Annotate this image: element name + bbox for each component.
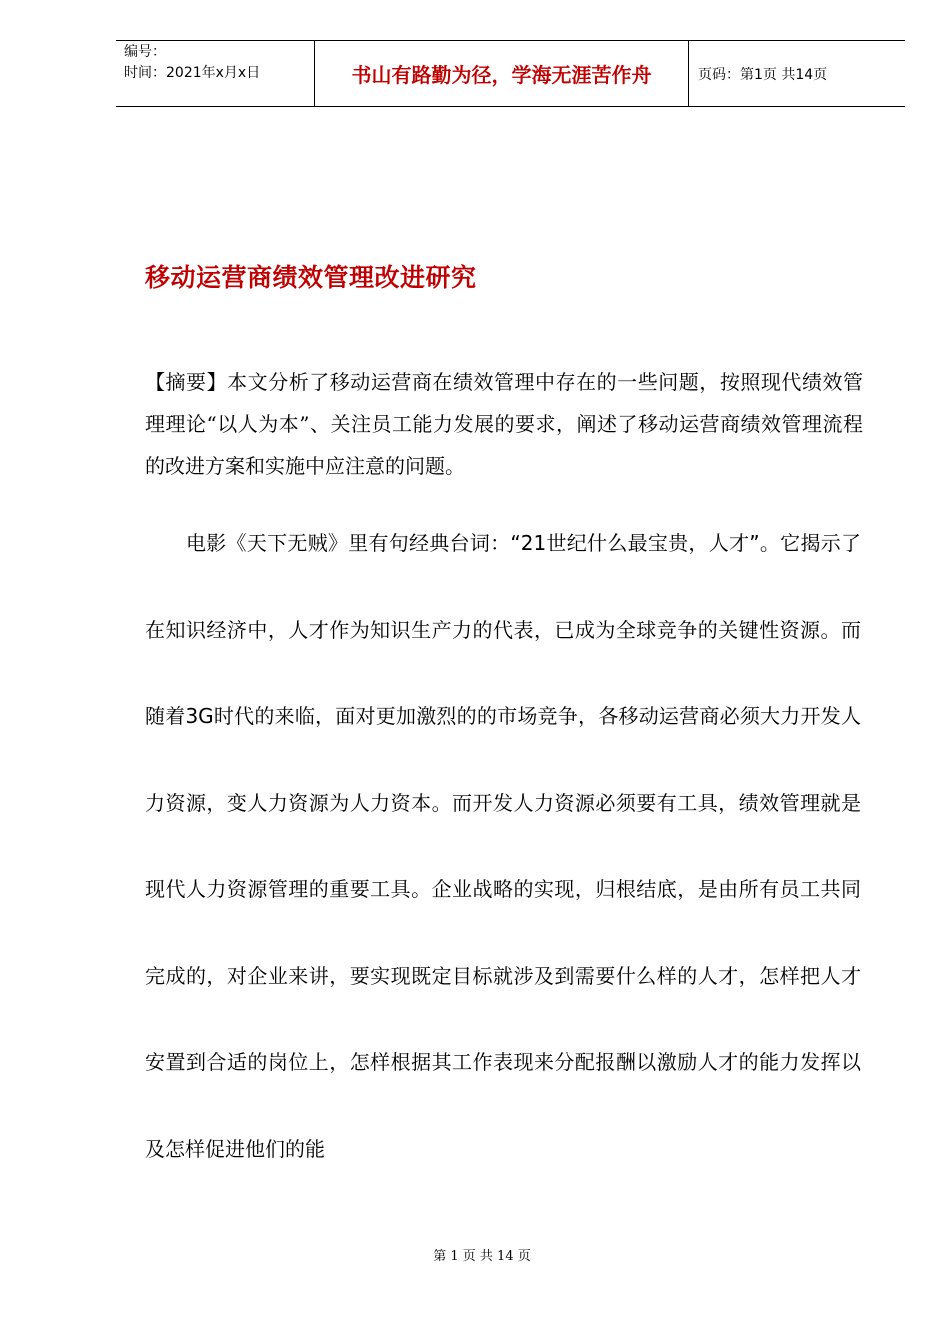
header-motto-cell (315, 41, 689, 106)
header-motto: 书山有路勤为径，学海无涯苦作舟 (351, 63, 652, 87)
body-paragraph: 电影《天下无贼》里有句经典台词：“21世纪什么最宝贵，人才”。它揭示了在知识经济中，人才作为知识生产力的代表，已成为全球竞争的关键性资源。而随着3G时代的来临，面对更加激烈的的市场竞争，各移动运营商必须大力开发人力资源，变人力资源为人力资本。而开发人力资源必须要有工具，绩效管理就是现代人力资源管理的重要工具。企业战略的实现，归根结底，是由所有员工共同完成的，对企业来讲，要实现既定目标就涉及到需要什么样的人才，怎样把人才安置到合适的岗位上，怎样根据其工作表现来分配报酬以激励人才的能力发挥以及怎样促进他们的能 (145, 531, 861, 1161)
document-title: 移动运营商绩效管理改进研究 (145, 263, 477, 292)
abstract-paragraph: 【摘要】本文分析了移动运营商在绩效管理中存在的一些问题，按照现代绩效管理理论“以人为本”、关注员工能力发展的要求，阐述了移动运营商绩效管理流程的改进方案和实施中应注意的问题。 (145, 370, 863, 478)
header-meta-cell (116, 41, 315, 106)
page-footer: 第 1 页 共 14 页 (433, 1249, 531, 1264)
header-page-info: 页码：第1页 共14页 (698, 66, 828, 83)
serial-label: 编号： (124, 44, 166, 60)
time-label: 时间：2021年x月x日 (124, 65, 261, 81)
document-header (116, 40, 905, 107)
header-page-cell (689, 41, 905, 106)
